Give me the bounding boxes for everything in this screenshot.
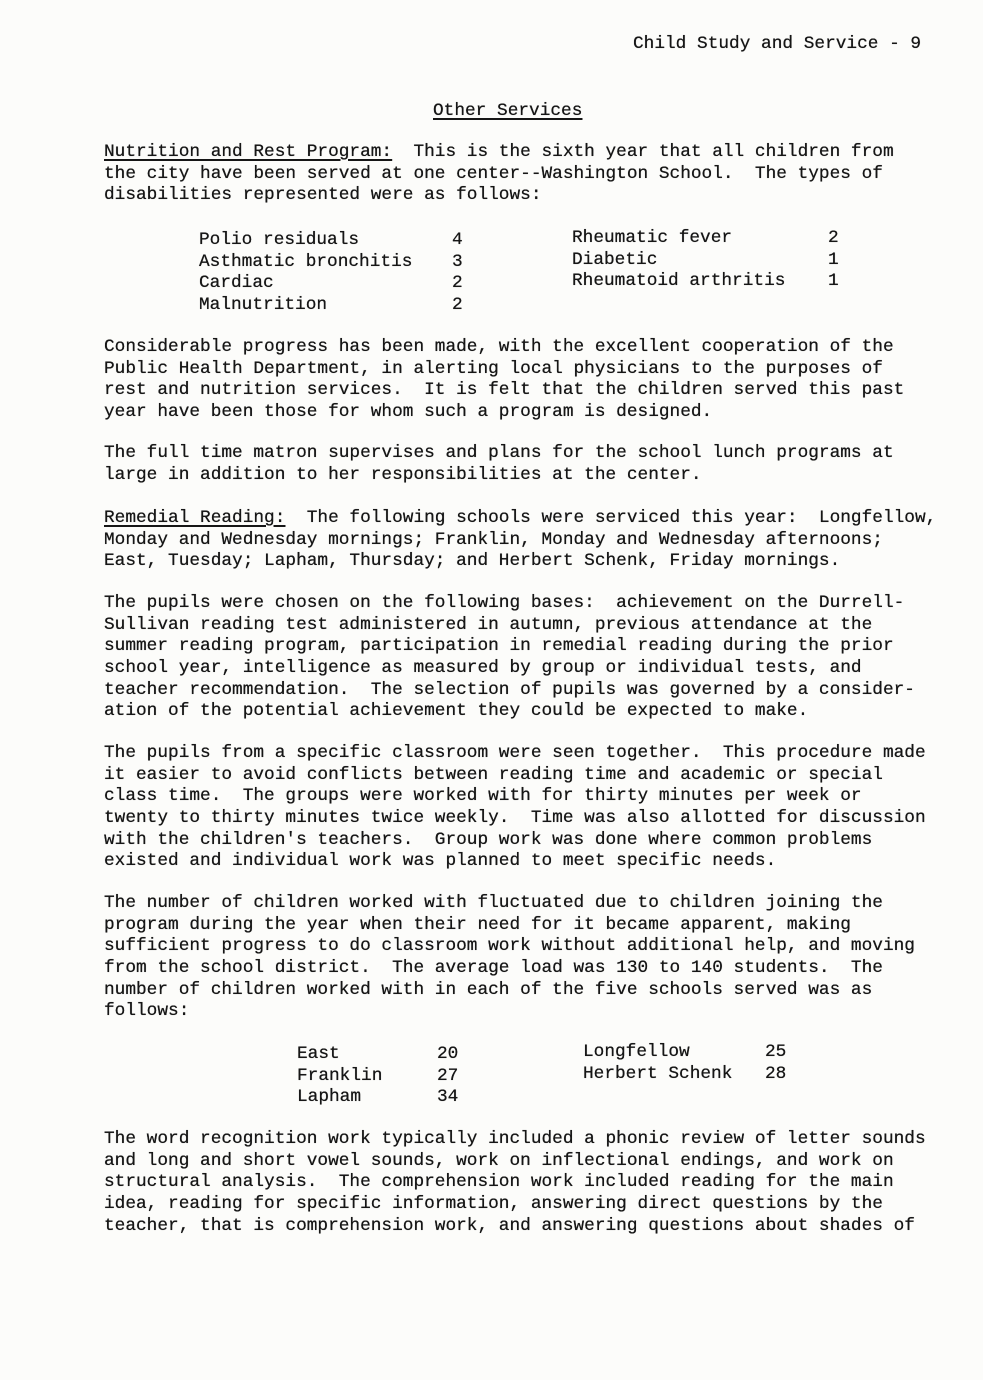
paragraph-line: structural analysis. The comprehension work included reading for the main	[104, 1172, 894, 1193]
condition-name: Malnutrition	[199, 294, 328, 315]
condition-count: 3	[452, 251, 463, 272]
paragraph-line: Sullivan reading test administered in autumn, previous attendance at the	[104, 614, 873, 635]
paragraph-line: The full time matron supervises and plans for the school lunch programs at	[104, 443, 894, 463]
progress-paragraph	[104, 337, 904, 424]
paragraph-line: disabilities represented were as follows:	[104, 185, 542, 206]
matron-paragraph	[104, 443, 894, 486]
paragraph-line: class time. The groups were worked with for thirty minutes per week or	[104, 786, 862, 807]
condition-name: Rheumatic fever	[572, 228, 733, 248]
classroom-paragraph	[104, 743, 926, 873]
list-item	[572, 271, 847, 293]
condition-name: Diabetic	[572, 249, 658, 270]
paragraph-line: and long and short vowel sounds, work on inflectional endings, and work on	[104, 1150, 894, 1171]
paragraph-line: The number of children worked with fluctuated due to children joining the	[104, 893, 883, 913]
paragraph-line: teacher, that is comprehension work, and answering questions about shades of	[104, 1215, 915, 1236]
word-work-paragraph	[104, 1129, 926, 1237]
school-name: Longfellow	[583, 1042, 690, 1062]
paragraph-text: The following schools were serviced this year: Longfellow,	[306, 508, 937, 528]
paragraph-line: Monday and Wednesday mornings; Franklin, Monday and Wednesday afternoons;	[104, 529, 883, 550]
list-item	[297, 1066, 477, 1088]
list-item	[583, 1042, 793, 1064]
children-count: 27	[437, 1065, 459, 1086]
children-count: 20	[437, 1044, 459, 1064]
paragraph-line: The pupils from a specific classroom were seen together. This procedure made	[104, 743, 926, 763]
paragraph-text: This is the sixth year that all children from	[413, 142, 894, 162]
paragraph-line: idea, reading for specific information, answering direct questions by the	[104, 1194, 883, 1215]
paragraph-line: rest and nutrition services. It is felt that the children served this past	[104, 380, 905, 401]
remedial-heading: Remedial Reading:	[104, 508, 286, 528]
paragraph-line: from the school district. The average load was 130 to 140 students. The	[104, 958, 883, 979]
school-name: Herbert Schenk	[583, 1063, 733, 1084]
condition-count: 2	[452, 273, 463, 293]
section-title-text: Other Services	[433, 101, 583, 121]
list-item	[297, 1044, 477, 1066]
condition-name: Polio residuals	[199, 230, 360, 250]
children-count: 28	[765, 1063, 787, 1084]
schools-list-right	[583, 1042, 793, 1085]
paragraph-line: Public Health Department, in alerting local physicians to the purposes of	[104, 358, 883, 379]
list-item	[199, 295, 469, 317]
children-count: 34	[437, 1087, 459, 1107]
paragraph-line	[104, 508, 936, 530]
list-item	[199, 252, 469, 274]
paragraph-line: teacher recommendation. The selection of pupils was governed by a consider-	[104, 679, 915, 700]
paragraph-line: the city have been served at one center--Washington School. The types of	[104, 163, 883, 184]
paragraph-line: twenty to thirty minutes twice weekly. Time was also allotted for discussion	[104, 808, 926, 829]
school-name: Franklin	[297, 1065, 383, 1086]
disabilities-list-right	[572, 228, 847, 293]
running-head	[633, 34, 921, 56]
paragraph-line: it easier to avoid conflicts between reading time and academic or special	[104, 764, 883, 785]
paragraph-line: school year, intelligence as measured by group or individual tests, and	[104, 658, 862, 679]
section-title	[433, 101, 582, 123]
paragraph-line: The pupils were chosen on the following bases: achievement on the Durrell-	[104, 593, 905, 613]
nutrition-paragraph	[104, 142, 894, 207]
paragraph-line: existed and individual work was planned to meet specific needs.	[104, 851, 777, 872]
paragraph-line: program during the year when their need for it became apparent, making	[104, 914, 851, 935]
running-head-text: Child Study and Service - 9	[633, 34, 922, 54]
list-item	[199, 230, 469, 252]
condition-count: 4	[452, 230, 463, 250]
list-item	[583, 1064, 793, 1086]
condition-count: 1	[828, 271, 839, 291]
schools-list-left	[297, 1044, 477, 1109]
nutrition-heading: Nutrition and Rest Program:	[104, 142, 393, 162]
list-item	[572, 250, 847, 272]
paragraph-line: Considerable progress has been made, with the excellent cooperation of the	[104, 337, 894, 357]
remedial-paragraph	[104, 508, 936, 573]
paragraph-line: sufficient progress to do classroom work without additional help, and moving	[104, 936, 915, 957]
paragraph-line: follows:	[104, 1001, 190, 1022]
paragraph-line: large in addition to her responsibilities at the center.	[104, 464, 702, 485]
paragraph-line: ation of the potential achievement they could be expected to make.	[104, 701, 809, 722]
condition-count: 1	[828, 249, 839, 270]
load-paragraph	[104, 893, 915, 1023]
paragraph-line: with the children's teachers. Group work was done where common problems	[104, 829, 873, 850]
list-item	[297, 1087, 477, 1109]
paragraph-line	[104, 142, 894, 164]
school-name: Lapham	[297, 1087, 362, 1107]
condition-count: 2	[828, 228, 839, 248]
list-item	[199, 273, 469, 295]
paragraph-line: summer reading program, participation in remedial reading during the prior	[104, 636, 894, 657]
paragraph-line: number of children worked with in each of the five schools served was as	[104, 979, 873, 1000]
list-item	[572, 228, 847, 250]
school-name: East	[297, 1044, 340, 1064]
paragraph-line: The word recognition work typically included a phonic review of letter sounds	[104, 1129, 926, 1149]
disabilities-list-left	[199, 230, 469, 316]
paragraph-line: year have been those for whom such a program is designed.	[104, 402, 713, 423]
condition-name: Cardiac	[199, 273, 274, 293]
condition-count: 2	[452, 294, 463, 315]
condition-name: Asthmatic bronchitis	[199, 251, 413, 272]
condition-name: Rheumatoid arthritis	[572, 271, 786, 291]
children-count: 25	[765, 1042, 787, 1062]
selection-bases-paragraph	[104, 593, 915, 723]
paragraph-line: East, Tuesday; Lapham, Thursday; and Herbert Schenk, Friday mornings.	[104, 551, 841, 572]
